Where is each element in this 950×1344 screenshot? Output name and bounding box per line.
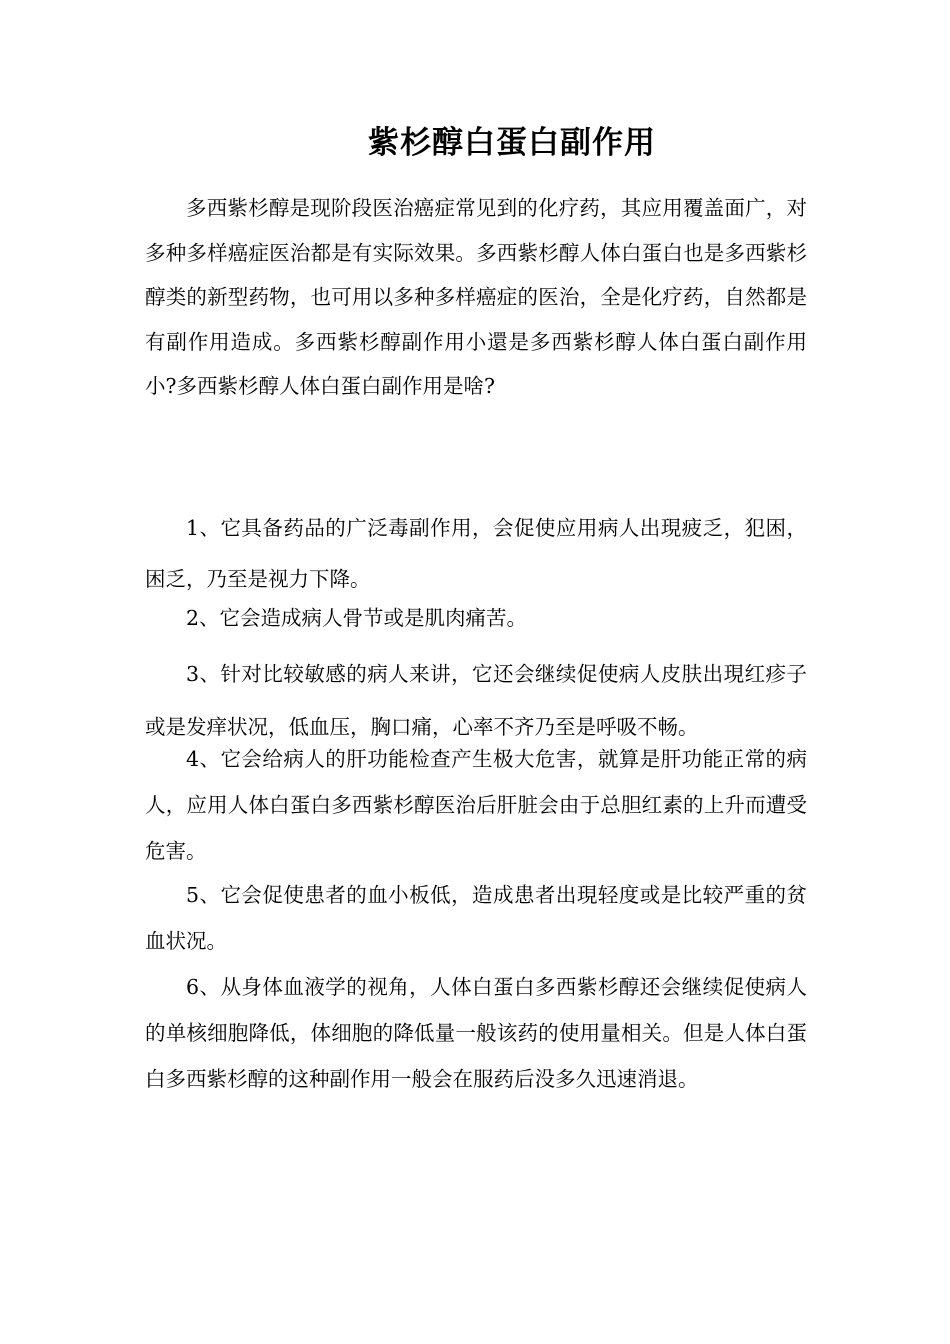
list-item-5: 5、它会促使患者的血小板低，造成患者出現轻度或是比较严重的贫血状况。 (145, 883, 807, 953)
intro-paragraph: 多西紫杉醇是现阶段医治癌症常见到的化疗药，其应用覆盖面广，对多种多样癌症医治都是有实际效果。多西紫杉醇人体白蛋白也是多西紫杉醇类的新型药物，也可用以多种多样癌症的医治，全是化疗药，自然都是有副作用造成。多西紫杉醇副作用小還是多西紫杉醇人体白蛋白副作用小?多西紫杉醇人体白蛋白副作用是啥? (145, 196, 807, 398)
list-item-6: 6、从身体血液学的视角，人体白蛋白多西紫杉醇还会继续促使病人的单核细胞降低，体细胞的降低量一般该药的使用量相关。但是人体白蛋白多西紫杉醇的这种副作用一般会在服药后没多久迅速消退。 (145, 975, 807, 1091)
document-title: 紫杉醇白蛋白副作用 (368, 125, 656, 161)
list-item-3: 3、针对比较敏感的病人来讲，它还会继续促使病人皮肤出現红疹子或是发痒状况，低血压，胸口痛，心率不齐乃至是呼吸不畅。 (145, 662, 807, 739)
list-item-4: 4、它会给病人的肝功能检查产生极大危害，就算是肝功能正常的病人，应用人体白蛋白多西紫杉醇医治后肝脏会由于总胆红素的上升而遭受危害。 (145, 747, 807, 863)
list-item-2: 2、它会造成病人骨节或是肌肉痛苦。 (186, 606, 528, 630)
list-item-1: 1、它具备药品的广泛毒副作用，会促使应用病人出現疲乏，犯困，困乏，乃至是视力下降。 (145, 516, 807, 591)
